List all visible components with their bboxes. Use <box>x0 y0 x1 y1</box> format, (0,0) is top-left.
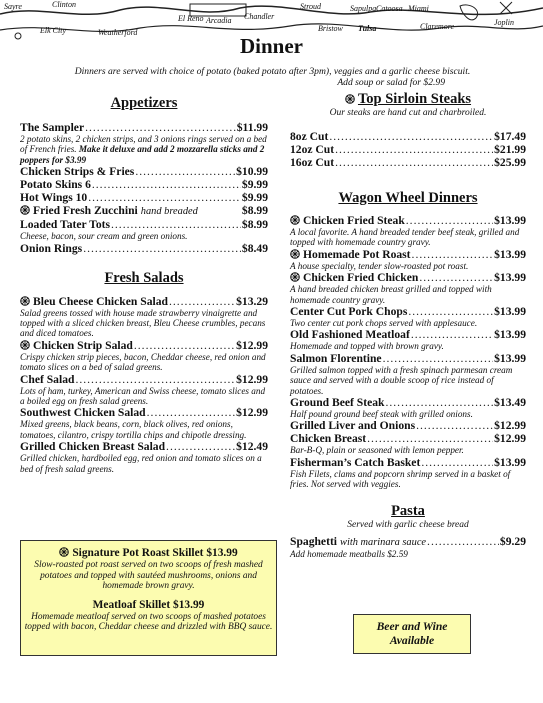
item-name: Grilled Chicken Breast Salad <box>20 440 166 454</box>
menu-item <box>290 535 526 559</box>
item-price: $13.99 <box>494 328 526 342</box>
menu-item <box>290 130 526 143</box>
town-label: Weatherford <box>98 28 138 37</box>
item-name: Homemade Pot Roast <box>303 247 411 261</box>
item-name: Center Cut Pork Chops <box>290 305 408 319</box>
wagon-heading: Wagon Wheel Dinners <box>338 190 478 206</box>
wagon-wheel-icon <box>20 205 30 215</box>
dinner-intro <box>20 66 525 88</box>
item-price: $12.99 <box>494 419 526 433</box>
item-price: $12.99 <box>236 338 268 352</box>
right-column <box>290 90 526 559</box>
item-desc: Grilled salmon topped with a fresh spinach parmesan cream sauce and served with a double scoop of rice instead of potatoes. <box>290 364 513 396</box>
skillet-desc: Slow-roasted pot roast served on two scoops of fresh mashed potatoes and topped with sautéed mushrooms, onions and homemade brown gravy. <box>34 560 263 592</box>
menu-item <box>290 156 526 169</box>
beer-line: Beer and Wine <box>376 620 448 633</box>
item-desc: Mixed greens, black beans, corn, black olives, red onions, tomatoes, cilantro, crispy tortilla chips and chipotle dressing. <box>20 419 247 440</box>
town-label: Catoosa <box>376 4 403 13</box>
item-name: Loaded Tater Tots <box>20 218 110 232</box>
menu-item <box>20 440 268 474</box>
menu-item <box>290 352 526 396</box>
wagon-wheel-icon <box>20 296 30 306</box>
item-desc: Grilled chicken, hardboiled egg, red onion and tomato slices on a bed of fresh salad greens. <box>20 453 262 474</box>
item-desc: A house specialty, tender slow-roasted pot roast. <box>290 260 469 271</box>
item-name: Fried Fresh Zucchini <box>33 204 138 218</box>
town-label: Sapulpa <box>350 4 377 13</box>
item-name: Spaghetti <box>290 534 338 548</box>
item-desc: Half pound ground beef steak with grilled onions. <box>290 409 473 420</box>
item-note: with marinara sauce <box>340 536 427 548</box>
town-label: Elk City <box>40 26 66 35</box>
page-title: Dinner <box>240 34 303 58</box>
item-desc: Homemade and topped with brown gravy. <box>290 341 444 352</box>
item-name: Chicken Fried Steak <box>303 214 405 227</box>
menu-item <box>290 396 526 419</box>
item-name: 12oz Cut <box>290 143 335 156</box>
item-name: Ground Beef Steak <box>290 396 385 410</box>
item-name: Chicken Breast <box>290 432 367 446</box>
menu-item <box>20 339 268 373</box>
item-price: $21.99 <box>494 143 526 156</box>
menu-item <box>20 121 268 165</box>
menu-item <box>20 178 268 191</box>
item-price: $9.29 <box>499 534 526 548</box>
menu-item <box>20 373 268 407</box>
menu-item <box>20 204 268 218</box>
left-column <box>20 94 268 474</box>
item-price: $13.99 <box>494 271 526 285</box>
wagon-wheel-icon <box>290 272 300 282</box>
town-label: Claremore <box>420 22 455 31</box>
item-name: Potato Skins 6 <box>20 178 91 192</box>
item-note: hand breaded <box>140 206 198 218</box>
item-desc: Bar-B-Q, plain or seasoned with lemon pepper. <box>290 445 464 456</box>
menu-item <box>20 218 268 241</box>
skillet-desc: Homemade meatloaf served on two scoops of mashed potatoes topped with bacon, Cheddar cheese and drizzled with BBQ sauce. <box>24 611 273 633</box>
salads-heading: Fresh Salads <box>104 269 184 286</box>
item-price: $8.49 <box>241 241 268 255</box>
menu-item <box>290 271 526 305</box>
town-label: Miami <box>408 4 429 13</box>
menu-item <box>290 419 526 432</box>
item-price: $13.49 <box>494 396 526 410</box>
item-price: $9.99 <box>241 178 268 192</box>
menu-item <box>20 242 268 255</box>
item-price: $12.49 <box>236 440 268 454</box>
item-desc: A local favorite. A hand breaded tender beef steak, grilled and topped with homemade country gravy. <box>290 227 520 248</box>
item-price: $8.99 <box>241 218 268 232</box>
item-name: Bleu Cheese Chicken Salad <box>33 294 168 308</box>
item-name: Chicken Strip Salad <box>33 338 133 352</box>
item-name: Southwest Chicken Salad <box>20 406 146 420</box>
menu-item <box>290 248 526 271</box>
item-price: $13.99 <box>494 214 526 227</box>
appetizers-heading: Appetizers <box>110 95 178 111</box>
item-desc: Lots of ham, turkey, American and Swiss cheese, tomato slices and a boiled egg on fresh salad greens. <box>20 385 266 407</box>
wagon-wheel-icon <box>345 94 355 104</box>
item-price: $11.99 <box>236 121 268 134</box>
beer-line: Available <box>389 634 435 647</box>
item-desc-bold: Make it deluxe and add 2 mozzarella sticks and 2 poppers for $3.99 <box>20 144 265 165</box>
item-name: Salmon Florentine <box>290 351 382 365</box>
wagon-wheel-icon <box>290 249 300 259</box>
wagon-wheel-icon <box>20 340 30 350</box>
steaks-note: Our steaks are hand cut and charbroiled. <box>329 108 487 118</box>
menu-item <box>20 191 268 204</box>
item-price: $17.49 <box>494 130 526 143</box>
town-label: Arcadia <box>206 16 232 25</box>
item-price: $13.99 <box>494 455 526 469</box>
skillet-specials-box <box>20 540 277 656</box>
skillet-name: Meatloaf Skillet <box>92 598 171 611</box>
item-name: Old Fashioned Meatloaf <box>290 328 410 342</box>
skillet-price: $13.99 <box>173 598 205 611</box>
item-desc: Salad greens tossed with house made strawberry vinaigrette and topped with a sliced chicken breast, Bleu Cheese crumbles, pecans and diced tomatoes. <box>20 307 266 339</box>
menu-item <box>20 165 268 178</box>
town-label: Tulsa <box>358 24 377 33</box>
skillet-name: Signature Pot Roast Skillet <box>72 547 204 559</box>
menu-item <box>290 214 526 248</box>
item-price: $25.99 <box>494 156 526 169</box>
item-name: Grilled Liver and Onions <box>290 419 416 433</box>
town-label: Joplin <box>494 18 514 27</box>
menu-item <box>20 295 268 339</box>
intro-line: Add soup or salad for $2.99 <box>337 77 445 88</box>
item-name: 8oz Cut <box>290 130 329 143</box>
menu-item <box>290 432 526 455</box>
item-price: $12.99 <box>494 432 526 446</box>
beer-wine-box <box>353 614 471 654</box>
item-name: Chef Salad <box>20 372 75 386</box>
item-desc: Crispy chicken strip pieces, bacon, Cheddar cheese, red onion and tomato slices on a bed of salad greens. <box>20 351 266 373</box>
item-price: $12.99 <box>236 372 268 386</box>
item-price: $10.99 <box>236 165 268 179</box>
item-price: $13.99 <box>494 351 526 365</box>
intro-line: Dinners are served with choice of potato (baked potato after 3pm), veggies and a garlic cheese biscuit. <box>74 66 471 77</box>
pasta-heading: Pasta <box>391 502 425 519</box>
menu-item <box>290 305 526 328</box>
item-price: $9.99 <box>241 191 268 205</box>
wagon-wheel-icon <box>59 547 69 557</box>
menu-item <box>290 456 526 490</box>
item-name: 16oz Cut <box>290 156 335 169</box>
item-price: $8.99 <box>241 204 268 218</box>
item-desc: Fish Filets, clams and popcorn shrimp served in a basket of fries. Not served with veggies. <box>290 468 511 490</box>
town-label: Stroud <box>300 2 322 11</box>
item-price: $13.99 <box>494 305 526 319</box>
town-label: Bristow <box>318 24 343 33</box>
item-price: $13.29 <box>236 294 268 308</box>
steaks-heading: Top Sirloin Steaks <box>357 91 472 107</box>
item-desc: A hand breaded chicken breast grilled and topped with homemade country gravy. <box>290 284 492 305</box>
town-label: El Reno <box>178 14 204 23</box>
town-label: Sayre <box>4 2 22 11</box>
town-label: Clinton <box>52 0 77 9</box>
item-name: Onion Rings <box>20 241 83 255</box>
menu-item <box>290 143 526 156</box>
item-name: Fisherman’s Catch Basket <box>290 455 421 469</box>
menu-item <box>20 406 268 440</box>
item-name: Chicken Strips & Fries <box>20 165 135 179</box>
skillet-price: $13.99 <box>206 547 238 559</box>
item-desc: Cheese, bacon, sour cream and green onions. <box>20 231 188 242</box>
item-price: $12.99 <box>236 406 268 420</box>
item-name: Chicken Fried Chicken <box>303 271 419 285</box>
menu-item <box>290 328 526 351</box>
item-desc: Two center cut pork chops served with applesauce. <box>290 318 478 329</box>
item-desc: Add homemade meatballs $2.59 <box>290 548 408 559</box>
pasta-note: Served with garlic cheese bread <box>347 519 469 530</box>
town-label: Chandler <box>244 12 275 21</box>
item-name: The Sampler <box>20 121 85 134</box>
item-price: $13.99 <box>494 247 526 261</box>
wagon-wheel-icon <box>290 215 300 225</box>
item-name: Hot Wings 10 <box>20 191 88 205</box>
item-desc: 2 potato skins, 2 chicken strips, and 3 onions rings served on a bed of French fries. <box>20 134 267 155</box>
